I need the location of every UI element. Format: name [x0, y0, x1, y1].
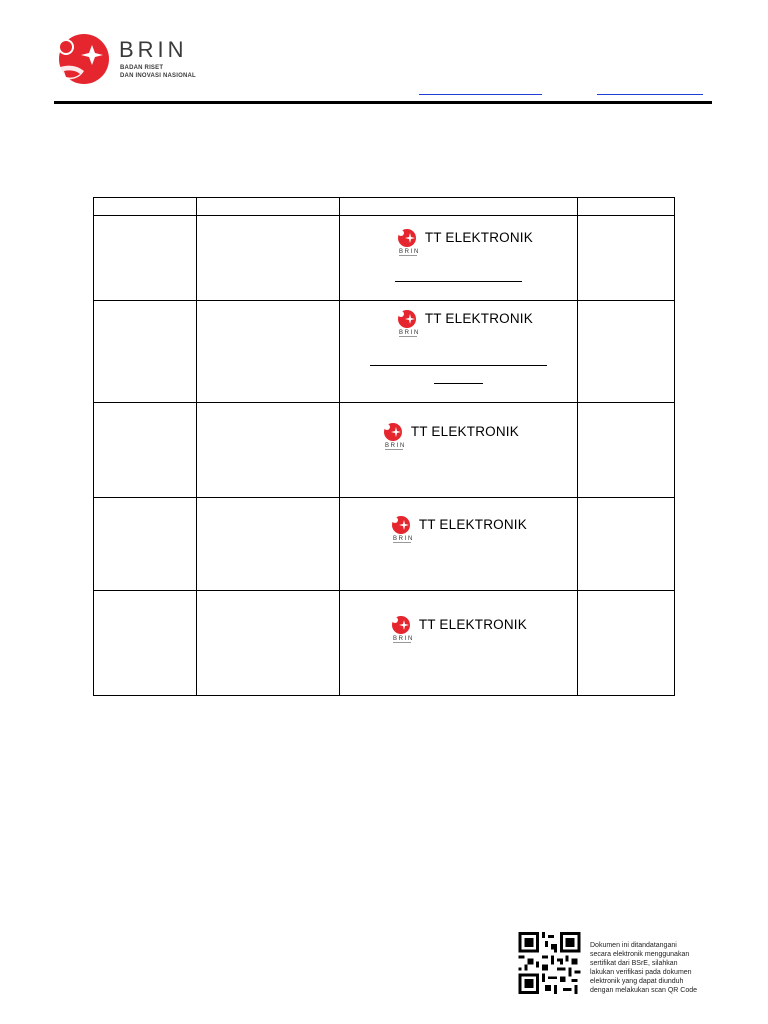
signature-line — [434, 383, 483, 384]
table-cell — [197, 301, 339, 403]
signature-line — [370, 365, 547, 366]
table-row — [94, 591, 675, 696]
table-cell — [197, 403, 339, 498]
note-line: Dokumen ini ditandatangani — [590, 942, 677, 949]
table-row — [94, 403, 675, 498]
brand-subtitle-line2: DAN INOVASI NASIONAL — [120, 73, 196, 79]
note-line: lakukan verifikasi pada dokumen — [590, 969, 692, 976]
table-row — [94, 216, 675, 301]
signature-table — [93, 197, 675, 696]
brin-mini-logo-icon — [396, 228, 422, 258]
table-header-row — [94, 198, 675, 216]
table-cell — [197, 591, 339, 696]
table-cell — [94, 301, 197, 403]
table-header-cell — [94, 198, 197, 216]
e-signature-stamp — [396, 228, 533, 258]
stamp-text: TT ELEKTRONIK — [424, 311, 533, 326]
table-row — [94, 301, 675, 403]
svg-text:B R I N: B R I N — [384, 443, 405, 449]
stamp-text: TT ELEKTRONIK — [424, 230, 533, 245]
brin-mini-logo-icon — [390, 515, 416, 545]
signature-line — [395, 281, 522, 282]
signature-cell — [339, 498, 577, 591]
table-header-cell — [577, 198, 674, 216]
note-line: secara elektronik menggunakan — [590, 951, 690, 958]
svg-text:B R I N: B R I N — [392, 536, 413, 542]
brin-mini-logo-icon — [396, 309, 422, 339]
table-header-cell — [197, 198, 339, 216]
table-cell — [577, 591, 674, 696]
e-signature-stamp — [390, 615, 527, 645]
table-row — [94, 498, 675, 591]
table-header-cell — [339, 198, 577, 216]
svg-text:B R I N: B R I N — [398, 330, 419, 336]
brin-logo-icon — [54, 33, 110, 85]
table-cell — [94, 498, 197, 591]
header-link-1[interactable] — [419, 94, 542, 95]
header-link-2[interactable] — [597, 94, 703, 95]
table-cell — [94, 591, 197, 696]
brand-name: BRIN — [119, 37, 188, 62]
table-cell — [94, 403, 197, 498]
signature-cell — [339, 591, 577, 696]
brin-mini-logo-icon — [390, 615, 416, 645]
signature-cell — [339, 403, 577, 498]
e-signature-stamp — [390, 515, 527, 545]
signature-cell — [339, 216, 577, 301]
svg-text:B R I N: B R I N — [392, 636, 413, 642]
qr-code-icon[interactable] — [517, 932, 582, 994]
table-cell — [577, 301, 674, 403]
stamp-text: TT ELEKTRONIK — [410, 424, 519, 439]
note-line: elektronik yang dapat diunduh — [590, 978, 684, 985]
signature-cell — [339, 301, 577, 403]
table-cell — [197, 498, 339, 591]
e-signature-stamp — [382, 422, 519, 452]
table-cell — [94, 216, 197, 301]
brand-subtitle — [120, 64, 196, 80]
table-cell — [197, 216, 339, 301]
note-line: dengan melakukan scan QR Code — [590, 987, 698, 994]
table-cell — [577, 403, 674, 498]
brand-subtitle-line1: BADAN RISET — [120, 65, 164, 71]
table-cell — [577, 498, 674, 591]
e-signature-verification-note — [590, 941, 710, 995]
note-line: sertifikat dari BSrE, silahkan — [590, 960, 678, 967]
brin-mini-logo-icon — [382, 422, 408, 452]
stamp-text: TT ELEKTRONIK — [418, 617, 527, 632]
svg-text:B R I N: B R I N — [398, 249, 419, 255]
stamp-text: TT ELEKTRONIK — [418, 517, 527, 532]
header-divider — [54, 101, 712, 104]
table-cell — [577, 216, 674, 301]
e-signature-stamp — [396, 309, 533, 339]
